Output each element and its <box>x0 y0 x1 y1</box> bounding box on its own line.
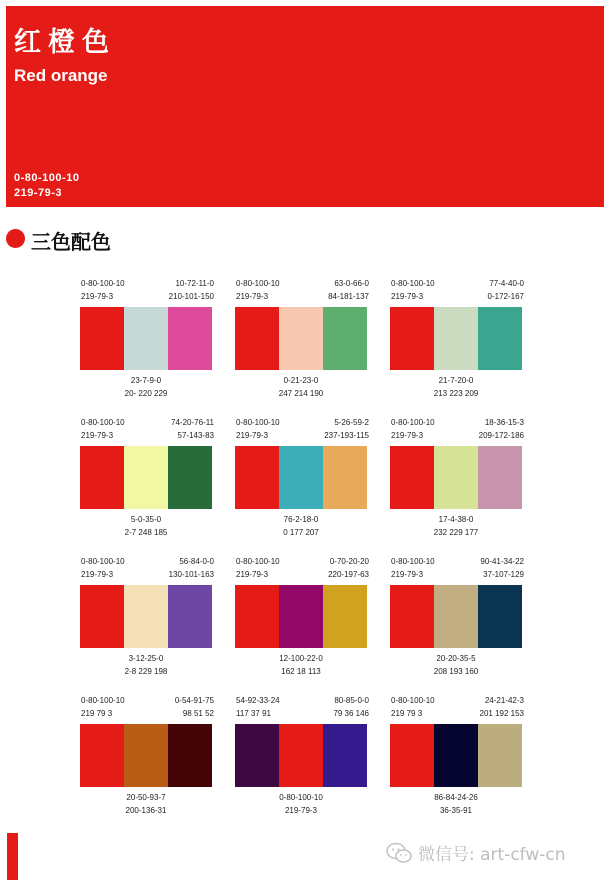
right-rgb-code: 57-143-83 <box>177 431 214 440</box>
right-rgb-code: 130-101-163 <box>168 570 214 579</box>
color-swatch <box>478 724 522 787</box>
right-cmyk-code: 24-21-42-3 <box>484 696 524 705</box>
swatch-row <box>235 446 367 509</box>
right-cmyk-code: 5-26-59-2 <box>334 418 369 427</box>
swatch-row <box>80 724 212 787</box>
palette-card <box>390 557 524 682</box>
left-cmyk-code: 0-80-100-10 <box>81 279 125 288</box>
palette-card <box>80 557 214 682</box>
color-swatch <box>478 585 522 648</box>
palette-card <box>80 279 214 404</box>
left-rgb-code: 219-79-3 <box>236 431 269 440</box>
middle-rgb-code: 0 177 207 <box>283 528 319 537</box>
color-swatch <box>323 724 367 787</box>
left-cmyk-code: 0-80-100-10 <box>236 279 280 288</box>
color-swatch <box>323 446 367 509</box>
left-rgb-code: 219-79-3 <box>236 570 269 579</box>
color-swatch <box>124 446 168 509</box>
color-swatch <box>124 585 168 648</box>
middle-cmyk-code: 23-7-9-0 <box>130 376 162 385</box>
middle-rgb-code: 162 18 113 <box>281 667 321 676</box>
swatch-row <box>235 585 367 648</box>
swatch-row <box>390 446 522 509</box>
swatch-row <box>80 446 212 509</box>
right-cmyk-code: 10-72-11-0 <box>175 279 214 288</box>
middle-rgb-code: 213 223 209 <box>433 389 479 398</box>
middle-cmyk-code: 5-0-35-0 <box>130 515 162 524</box>
color-swatch <box>390 307 434 370</box>
palette-card <box>390 696 524 821</box>
middle-cmyk-code: 0-21-23-0 <box>283 376 319 385</box>
left-cmyk-code: 0-80-100-10 <box>391 418 435 427</box>
left-rgb-code: 219-79-3 <box>81 431 114 440</box>
palette-card <box>235 279 369 404</box>
color-swatch <box>235 446 279 509</box>
color-swatch <box>279 724 323 787</box>
color-swatch <box>235 585 279 648</box>
left-rgb-code: 219-79-3 <box>81 570 114 579</box>
swatch-row <box>390 307 522 370</box>
color-swatch <box>235 307 279 370</box>
right-rgb-code: 37-107-129 <box>483 570 524 579</box>
wechat-icon <box>386 842 412 864</box>
palette-card <box>235 418 369 543</box>
right-cmyk-code: 0-54-91-75 <box>174 696 214 705</box>
color-swatch <box>168 585 212 648</box>
middle-rgb-code: 232 229 177 <box>433 528 479 537</box>
watermark <box>386 840 566 865</box>
middle-rgb-code: 20- 220 229 <box>124 389 168 398</box>
color-swatch <box>478 446 522 509</box>
color-swatch <box>478 307 522 370</box>
right-rgb-code: 237-193-115 <box>324 431 369 440</box>
left-rgb-code: 219-79-3 <box>236 292 269 301</box>
right-rgb-code: 201 192 153 <box>479 709 524 718</box>
middle-cmyk-code: 17-4-38-0 <box>438 515 474 524</box>
middle-cmyk-code: 21-7-20-0 <box>438 376 474 385</box>
palette-card <box>390 418 524 543</box>
right-cmyk-code: 0-70-20-20 <box>329 557 369 566</box>
color-swatch <box>390 585 434 648</box>
left-cmyk-code: 0-80-100-10 <box>81 418 125 427</box>
middle-rgb-code: 2-8 229 198 <box>124 667 168 676</box>
header-cmyk-code: 0-80-100-10 <box>14 172 80 184</box>
section-title: 三色配色 <box>31 230 111 254</box>
color-swatch <box>323 307 367 370</box>
left-cmyk-code: 54-92-33-24 <box>236 696 280 705</box>
middle-rgb-code: 219-79-3 <box>284 806 318 815</box>
color-swatch <box>434 724 478 787</box>
right-cmyk-code: 74-20-76-11 <box>171 418 214 427</box>
right-cmyk-code: 56-84-0-0 <box>179 557 214 566</box>
color-swatch <box>124 307 168 370</box>
right-rgb-code: 0-172-167 <box>487 292 524 301</box>
left-cmyk-code: 0-80-100-10 <box>391 696 435 705</box>
left-rgb-code: 219-79-3 <box>391 570 424 579</box>
left-cmyk-code: 0-80-100-10 <box>81 696 125 705</box>
page-subtitle: Red orange <box>14 66 108 85</box>
right-cmyk-code: 63-0-66-0 <box>334 279 369 288</box>
color-swatch <box>168 307 212 370</box>
left-rgb-code: 219-79-3 <box>391 292 424 301</box>
swatch-row <box>390 724 522 787</box>
section-bullet-icon <box>6 229 25 248</box>
color-swatch <box>434 446 478 509</box>
right-cmyk-code: 77-4-40-0 <box>489 279 524 288</box>
right-rgb-code: 220-197-63 <box>328 570 369 579</box>
color-swatch <box>323 585 367 648</box>
middle-cmyk-code: 76-2-18-0 <box>283 515 319 524</box>
color-swatch <box>124 724 168 787</box>
right-rgb-code: 84-181-137 <box>328 292 369 301</box>
middle-rgb-code: 247 214 190 <box>278 389 324 398</box>
palette-card <box>235 696 369 821</box>
middle-cmyk-code: 20-20-35-5 <box>436 654 476 663</box>
right-cmyk-code: 90-41-34-22 <box>480 557 524 566</box>
swatch-row <box>80 307 212 370</box>
palette-card <box>390 279 524 404</box>
swatch-row <box>235 307 367 370</box>
color-swatch <box>279 307 323 370</box>
color-swatch <box>80 585 124 648</box>
left-rgb-code: 219-79-3 <box>81 292 114 301</box>
middle-cmyk-code: 0-80-100-10 <box>279 793 323 802</box>
right-rgb-code: 209-172-186 <box>478 431 524 440</box>
left-cmyk-code: 0-80-100-10 <box>236 418 280 427</box>
swatch-row <box>390 585 522 648</box>
watermark-text: 微信号: art-cfw-cn <box>418 845 566 865</box>
color-swatch <box>235 724 279 787</box>
color-swatch <box>279 585 323 648</box>
header-rgb-code: 219-79-3 <box>14 187 63 199</box>
left-rgb-code: 219 79 3 <box>81 709 113 718</box>
left-cmyk-code: 0-80-100-10 <box>391 557 435 566</box>
middle-rgb-code: 200-136-31 <box>125 806 167 815</box>
color-swatch <box>168 446 212 509</box>
color-swatch <box>80 307 124 370</box>
right-rgb-code: 210-101-150 <box>168 292 214 301</box>
swatch-row <box>80 585 212 648</box>
color-swatch <box>434 307 478 370</box>
middle-cmyk-code: 20-50-93-7 <box>126 793 166 802</box>
middle-rgb-code: 36-35-91 <box>439 806 473 815</box>
right-cmyk-code: 18-36-15-3 <box>484 418 524 427</box>
left-rgb-code: 219 79 3 <box>391 709 423 718</box>
color-swatch <box>80 446 124 509</box>
right-rgb-code: 79 36 146 <box>333 709 369 718</box>
right-cmyk-code: 80-85-0-0 <box>334 696 369 705</box>
left-cmyk-code: 0-80-100-10 <box>391 279 435 288</box>
color-header <box>6 6 604 207</box>
color-swatch <box>279 446 323 509</box>
color-swatch <box>390 446 434 509</box>
right-rgb-code: 98 51 52 <box>182 709 214 718</box>
left-rgb-code: 117 37 91 <box>236 709 271 718</box>
palette-card <box>235 557 369 682</box>
left-rgb-code: 219-79-3 <box>391 431 424 440</box>
color-swatch <box>80 724 124 787</box>
color-swatch <box>390 724 434 787</box>
middle-cmyk-code: 3-12-25-0 <box>128 654 164 663</box>
middle-rgb-code: 208 193 160 <box>433 667 479 676</box>
left-cmyk-code: 0-80-100-10 <box>236 557 280 566</box>
middle-cmyk-code: 12-100-22-0 <box>279 654 323 663</box>
left-cmyk-code: 0-80-100-10 <box>81 557 125 566</box>
swatch-row <box>235 724 367 787</box>
middle-cmyk-code: 86-84-24-26 <box>434 793 478 802</box>
middle-rgb-code: 2-7 248 185 <box>124 528 168 537</box>
color-swatch <box>434 585 478 648</box>
page-title: 红橙色 <box>14 27 116 58</box>
palette-card <box>80 418 214 543</box>
palette-card <box>80 696 214 821</box>
color-swatch <box>168 724 212 787</box>
footer-accent-bar <box>7 833 18 880</box>
